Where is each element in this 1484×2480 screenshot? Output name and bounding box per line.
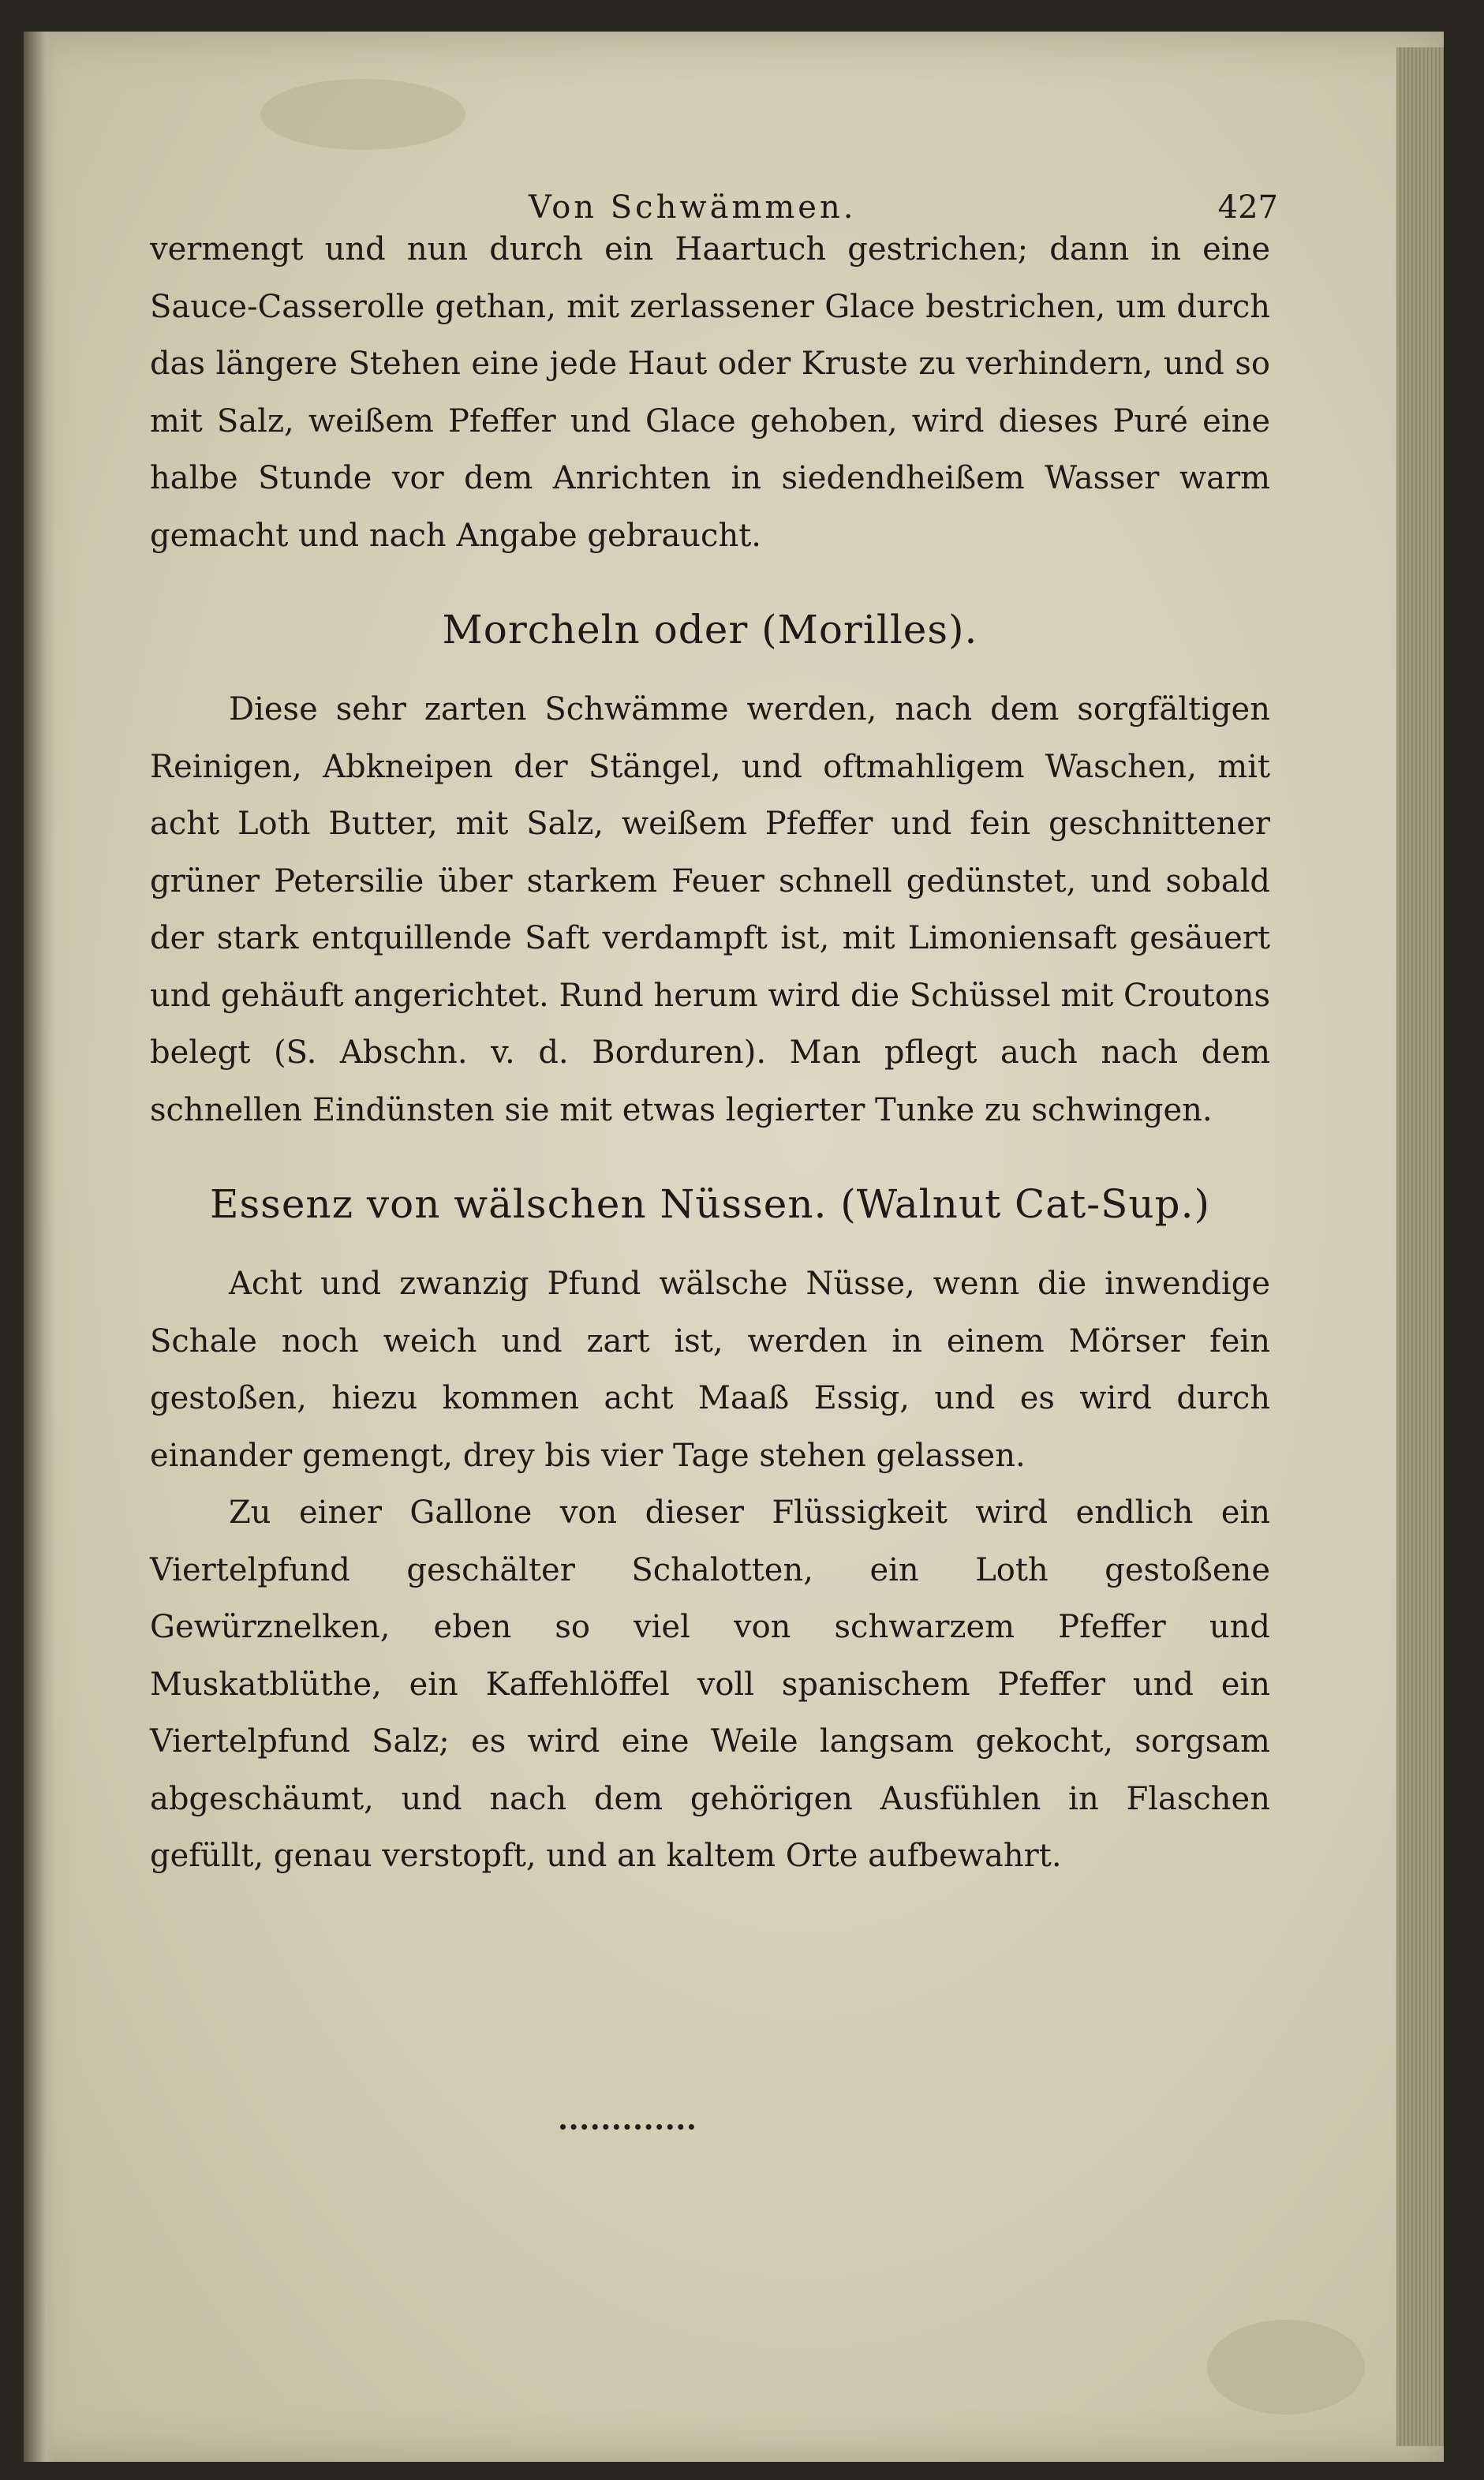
- running-head: [150, 158, 1278, 226]
- paper-stain: [1207, 2320, 1365, 2415]
- body-paragraph: Zu einer Gallone von dieser Flüssigkeit wird endlich ein Viertelpfund geschälter Schalotten, ein Loth gestoßene Gewürznelken, eben so viel von schwarzem Pfeffer und Muskatblüthe, ein Kaffehlöffel voll spanischem Pfeffer und ein Viertelpfund Salz; es wird eine Weile langsam gekocht, sorgsam abgeschäumt, und nach dem gehörigen Ausfühlen in Flaschen gefüllt, genau verstopft, und an kaltem Orte aufbewahrt.: [150, 1494, 1270, 1874]
- page-number: 427: [1217, 189, 1278, 226]
- paper-stain: [260, 79, 465, 150]
- page-fore-edge: [1396, 47, 1444, 2446]
- section-heading-morels: Morcheln oder (Morilles).: [442, 607, 978, 653]
- body-paragraph: vermengt und nun durch ein Haartuch gestrichen; dann in eine Sauce-Casserolle gethan, mit zerlassener Glace bestrichen, um durch das längere Stehen eine jede Haut oder Kruste zu verhindern, und so mit Salz, weißem Pfeffer und Glace gehoben, wird dieses Puré eine halbe Stunde vor dem Anrichten in siedendheißem Wasser warm gemacht und nach Angabe gebraucht.: [150, 231, 1270, 554]
- body-paragraph: Acht und zwanzig Pfund wälsche Nüsse, wenn die inwendige Schale noch weich und zart ist, werden in einem Mörser fein gestoßen, hiezu kommen acht Maaß Essig, und es wird durch einander gemengt, drey bis vier Tage stehen gelassen.: [150, 1266, 1270, 1474]
- binding-gutter: [24, 32, 55, 2462]
- section-heading-walnut-essence: Essenz von wälschen Nüssen. (Walnut Cat-Sup.): [210, 1181, 1210, 1227]
- decorative-end-rule: [560, 2124, 694, 2130]
- paper-page: [24, 32, 1444, 2462]
- body-paragraph: Diese sehr zarten Schwämme werden, nach dem sorgfältigen Reinigen, Abkneipen der Stängel, und oftmahligem Waschen, mit acht Loth Butter, mit Salz, weißem Pfeffer und fein geschnittener grüner Petersilie über starkem Feuer schnell gedünstet, und sobald der stark entquillende Saft verdampft ist, mit Limoniensaft gesäuert und gehäuft angerichtet. Rund herum wird die Schüssel mit Croutons belegt (S. Abschn. v. d. Borduren). Man pflegt auch nach dem schnellen Eindünsten sie mit etwas legierter Tunke zu schwingen.: [150, 691, 1270, 1128]
- running-title: Von Schwämmen.: [529, 189, 857, 226]
- text-block: [150, 158, 1278, 1885]
